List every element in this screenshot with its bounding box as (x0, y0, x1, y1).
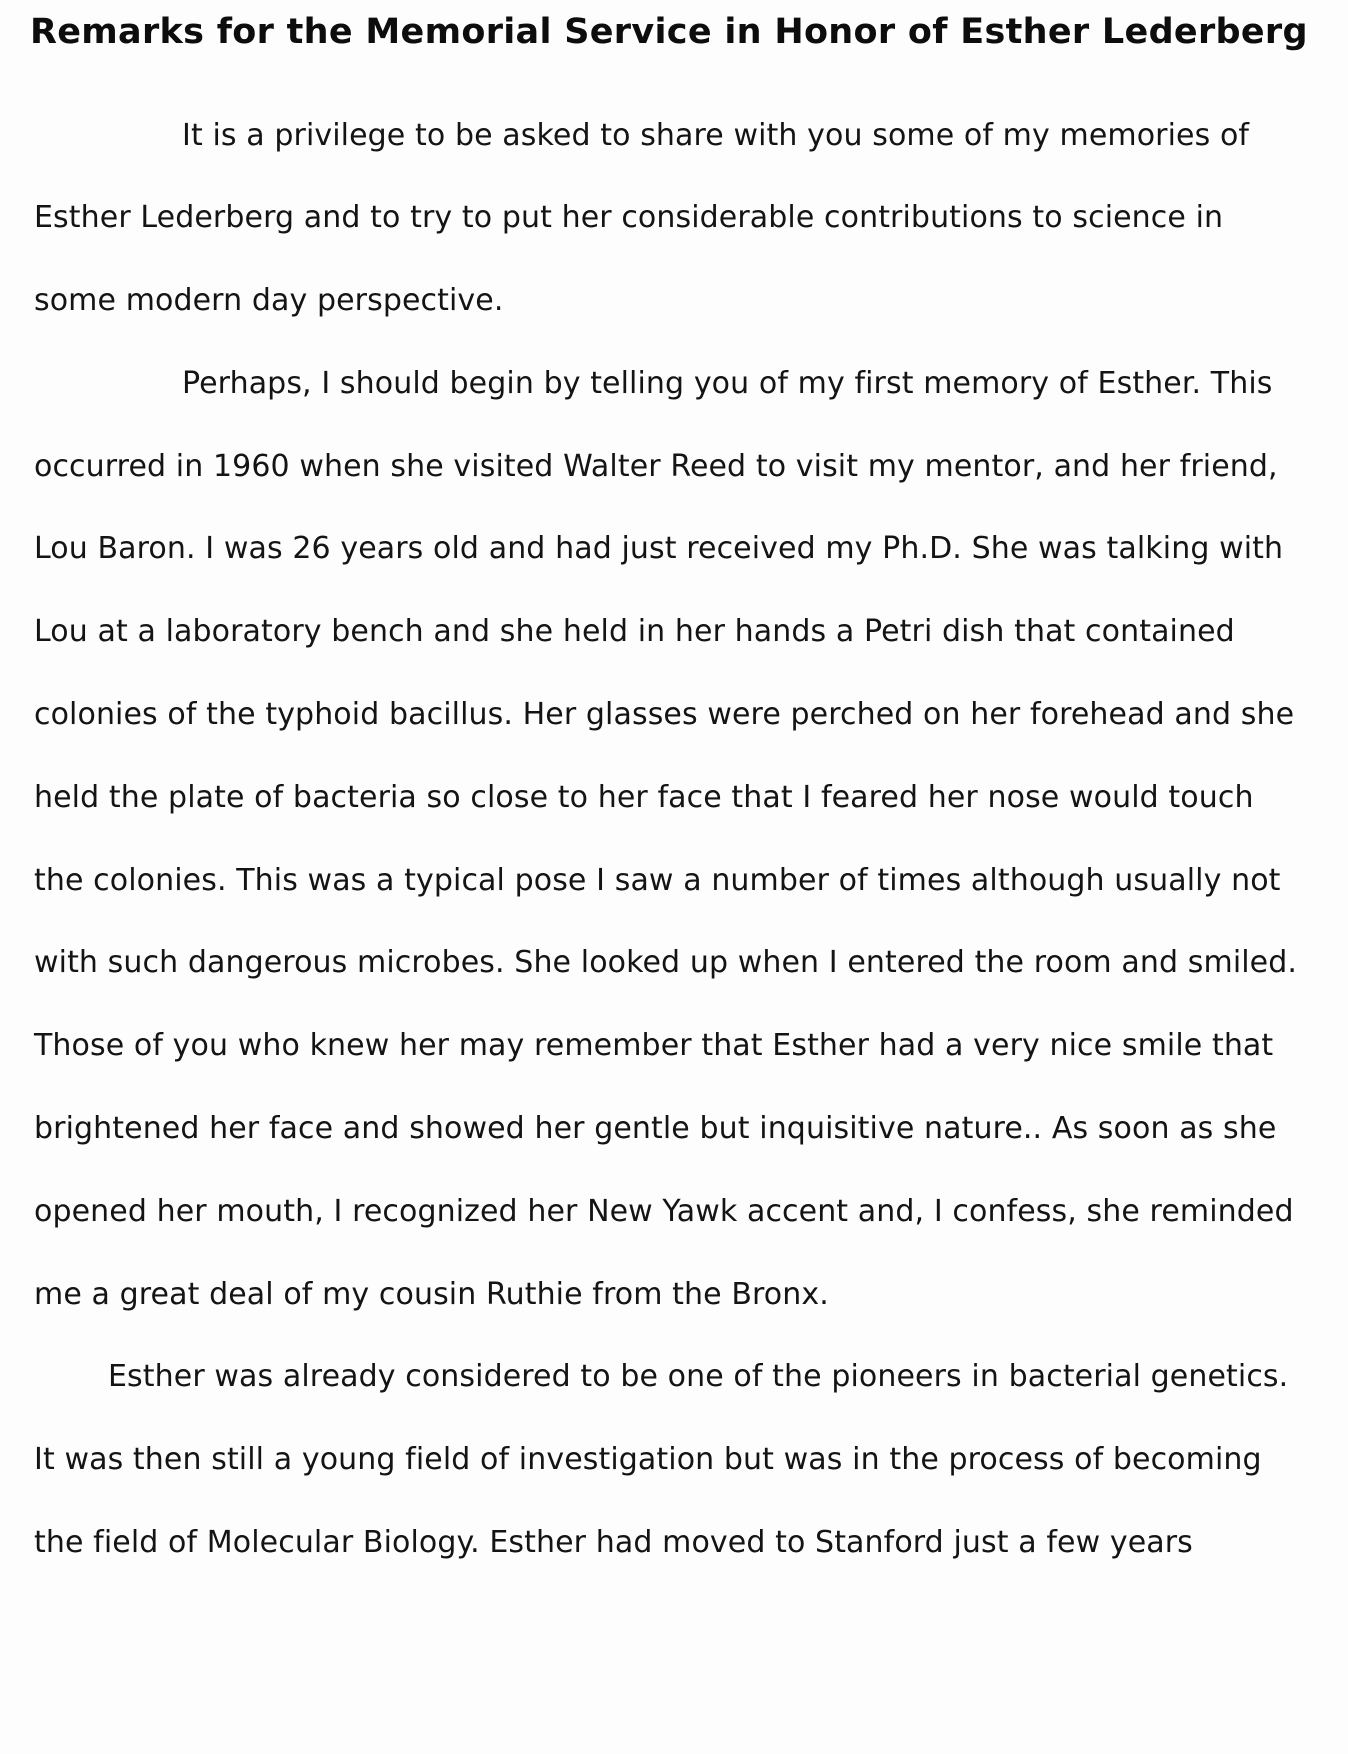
paragraph-1-line-1: It is a privilege to be asked to share with you some of my memories of (182, 118, 1250, 153)
paragraph-2-line-2: occurred in 1960 when she visited Walter Reed to visit my mentor, and her friend, (34, 449, 1278, 484)
paragraph-2-line-9: Those of you who knew her may remember that Esther had a very nice smile that (34, 1028, 1274, 1063)
paragraph-2-line-1: Perhaps, I should begin by telling you of my first memory of Esther. This (182, 366, 1273, 401)
paragraph-2-line-4: Lou at a laboratory bench and she held in her hands a Petri dish that contained (34, 614, 1235, 649)
paragraph-3-line-2: It was then still a young field of investigation but was in the process of becoming (34, 1442, 1262, 1477)
paragraph-2-line-5: colonies of the typhoid bacillus. Her glasses were perched on her forehead and she (34, 697, 1295, 732)
paragraph-2-line-3: Lou Baron. I was 26 years old and had just received my Ph.D. She was talking with (34, 531, 1284, 566)
paragraph-2-line-11: opened her mouth, I recognized her New Yawk accent and, I confess, she reminded (34, 1194, 1294, 1229)
paragraph-2-line-8: with such dangerous microbes. She looked up when I entered the room and smiled. (34, 945, 1298, 980)
paragraph-2-line-12: me a great deal of my cousin Ruthie from the Bronx. (34, 1277, 829, 1312)
paragraph-3-line-1: Esther was already considered to be one of the pioneers in bacterial genetics. (108, 1359, 1289, 1394)
paragraph-2-line-7: the colonies. This was a typical pose I saw a number of times although usually not (34, 863, 1281, 898)
paragraph-1-line-3: some modern day perspective. (34, 283, 504, 318)
paragraph-2-line-10: brightened her face and showed her gentle but inquisitive nature.. As soon as she (34, 1111, 1277, 1146)
document-title: Remarks for the Memorial Service in Honor of Esther Lederberg (30, 12, 1308, 52)
paragraph-1-line-2: Esther Lederberg and to try to put her considerable contributions to science in (34, 200, 1224, 235)
paragraph-3-line-3: the field of Molecular Biology. Esther had moved to Stanford just a few years (34, 1525, 1193, 1560)
paragraph-2-line-6: held the plate of bacteria so close to her face that I feared her nose would touch (34, 780, 1254, 815)
